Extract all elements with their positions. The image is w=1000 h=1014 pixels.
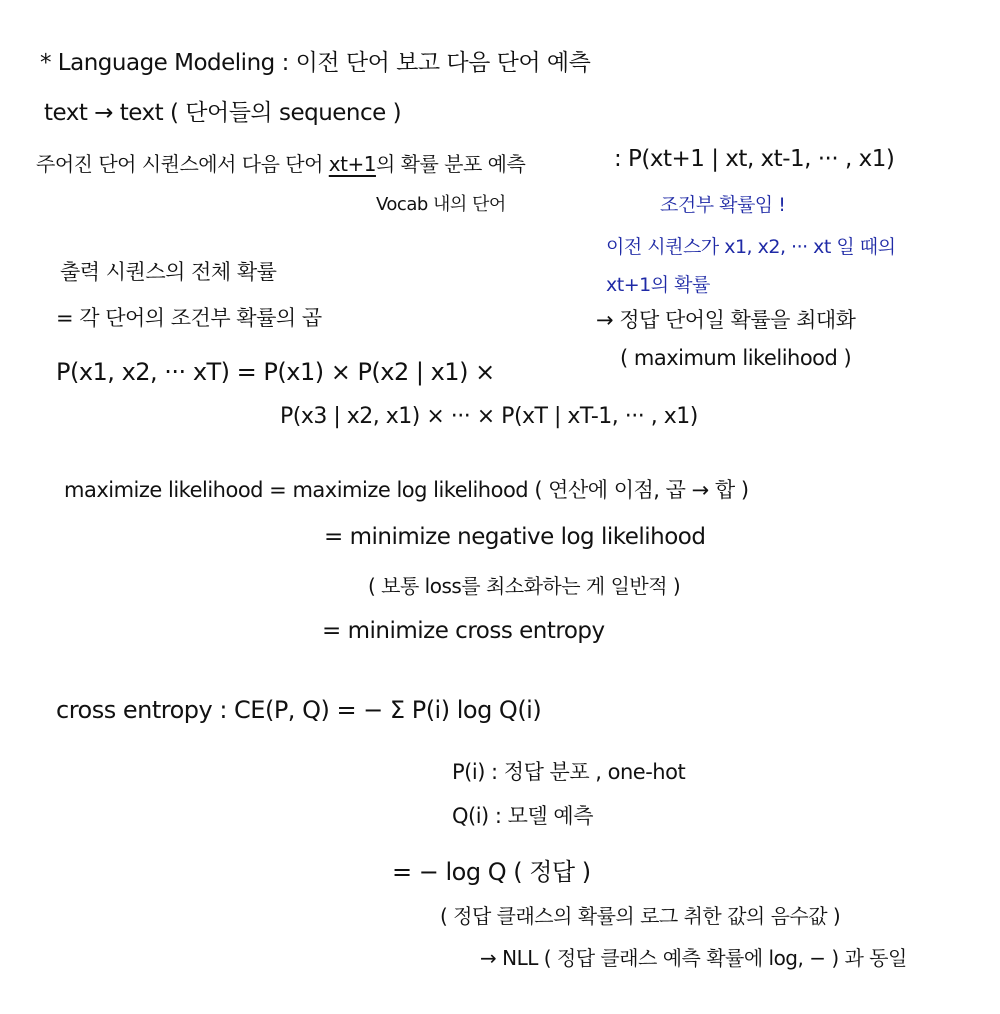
- given-variable: xt+1: [328, 152, 376, 176]
- joint-prob-line-2: P(x3 | x2, x1) × ··· × P(xT | xT-1, ··· , x1): [280, 404, 698, 429]
- given-line: [36, 148, 525, 177]
- p-definition-line: P(i) : 정답 분포 , one-hot: [452, 760, 686, 784]
- neg-log-note-line: ( 정답 클래스의 확률의 로그 취한 값의 음수값 ): [440, 904, 841, 928]
- maximize-answer-line: → 정답 단어일 확률을 최대화: [596, 308, 856, 332]
- q-definition-line: Q(i) : 모델 예측: [452, 804, 593, 828]
- mle-line: ( maximum likelihood ): [620, 346, 852, 370]
- max-likelihood-line: maximize likelihood = maximize log likelihood ( 연산에 이점, 곱 → 합 ): [64, 478, 749, 502]
- given-rest: 의 확률 분포 예측: [375, 152, 526, 176]
- given-formula: : P(xt+1 | xt, xt-1, ··· , x1): [614, 146, 895, 172]
- min-nll-line: = minimize negative log likelihood: [324, 524, 706, 550]
- product-line: = 각 단어의 조건부 확률의 곱: [56, 306, 322, 330]
- next-prob-note: xt+1의 확률: [606, 274, 710, 296]
- nll-same-line: → NLL ( 정답 클래스 예측 확률에 log, − ) 과 동일: [480, 946, 907, 970]
- vocab-note: Vocab 내의 단어: [376, 194, 506, 215]
- output-prob-line: 출력 시퀀스의 전체 확률: [60, 260, 277, 284]
- min-ce-line: = minimize cross entropy: [322, 618, 605, 644]
- neg-log-line: = − log Q ( 정답 ): [392, 858, 591, 886]
- loss-note-line: ( 보통 loss를 최소화하는 게 일반적 ): [368, 574, 681, 598]
- title-line: * Language Modeling : 이전 단어 보고 다음 단어 예측: [40, 50, 591, 76]
- given-text: 주어진 단어 시퀀스에서 다음 단어: [36, 152, 323, 176]
- joint-prob-line-1: P(x1, x2, ··· xT) = P(x1) × P(x2 | x1) ×: [56, 358, 495, 386]
- cond-prob-note: 조건부 확률임 !: [660, 194, 786, 216]
- ce-definition-line: cross entropy : CE(P, Q) = − Σ P(i) log Q(i): [56, 696, 542, 724]
- prev-seq-note: 이전 시퀀스가 x1, x2, ··· xt 일 때의: [606, 236, 896, 258]
- io-line: text → text ( 단어들의 sequence ): [44, 100, 402, 126]
